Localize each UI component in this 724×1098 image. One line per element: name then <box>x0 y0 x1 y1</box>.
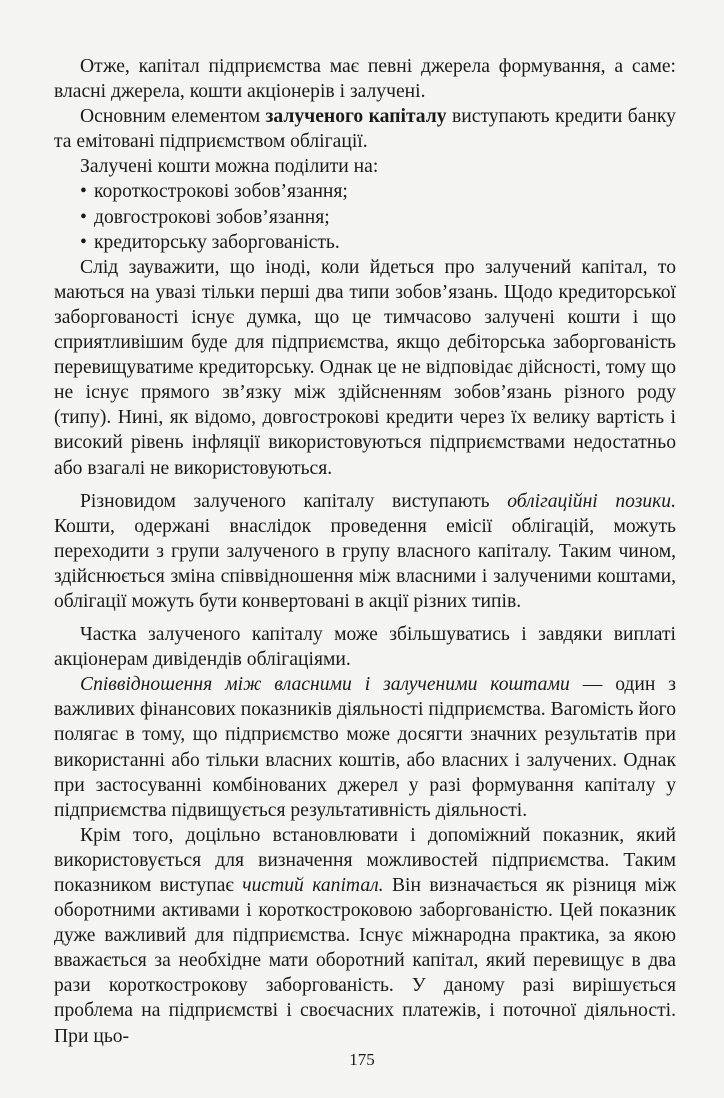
paragraph-2-start: Основним елементом <box>80 106 266 128</box>
list-item-text: кредиторську заборгованість. <box>94 231 340 253</box>
paragraph-7 <box>54 672 676 823</box>
paragraph-4: Слід зауважити, що іноді, коли йдеться про залучений капітал, то маються на увазі тільки перші два типи зобов’язань. Щодо кредиторської заборгованості існує думка, що це тимчасово залучені кошти і що сприятливішим буде для підприємства, якщо дебіторська заборгованість перевищуватиме кредиторську. Однак це не відповідає дійсності, тому що не існує прямого зв’язку між здійсненням зобов’язань різного роду (типу). Нині, як відомо, довгострокові кредити через їх велику вартість і високий рівень інфляції використовуються підприємствами недостатньо або взагалі не використовуються. <box>54 256 676 479</box>
paragraph-5 <box>54 489 676 614</box>
paragraph-8-end: Він визначається як різниця між оборотними активами і короткостроковою заборгованістю. Цей показник дуже важливий для підприємства. Існує міжнародна практика, за якою вважається за необхідне мати оборотний капітал, який перевищує в два рази короткострокову заборгованість. У даному разі вирішується проблема на підприємстві і своєчасних платежів, і поточної діяльності. При цьо- <box>54 875 677 1047</box>
body-text <box>54 54 676 1049</box>
list-item-text: довгострокові зобов’язання; <box>94 206 330 228</box>
paragraph-6: Частка залученого капіталу може збільшуватись і завдяки виплаті акціонерам дивідендів облігаціями. <box>54 624 676 671</box>
list-item-text: короткострокові зобов’язання; <box>94 181 348 203</box>
paragraph-8-start: Крім того, доцільно встановлювати і допоміжний показник, який використовується для визначення можливостей підприємства. Таким показником виступає <box>54 824 676 896</box>
paragraph-2 <box>54 104 676 154</box>
term-net-capital: чистий капітал. <box>242 875 384 896</box>
bullet-icon: • <box>80 181 87 203</box>
term-bond-loans: облігаційні позики. <box>507 490 677 512</box>
paragraph-5-end: Кошти, одержані внаслідок проведення емісії облігацій, можуть переходити з групи залученого в групу власного капіталу. Таким чином, здійснюється зміна співвідношення між власними і залученими коштами, облігації можуть бути конвертовані в акції різних типів. <box>54 515 676 612</box>
paragraph-8 <box>54 823 676 1049</box>
bullet-icon: • <box>80 231 87 253</box>
term-capital-ratio: Співвідношення між власними і залученими коштами <box>80 674 570 696</box>
paragraph-1: Отже, капітал підприємства має певні джерела формування, а саме: власні джерела, кошти акціонерів і залучені. <box>54 56 676 103</box>
term-borrowed-capital: залученого капіталу <box>265 106 447 128</box>
list-item <box>54 179 676 204</box>
list-item <box>54 230 676 255</box>
page-number: 175 <box>349 1050 375 1069</box>
paragraph-2-end: виступають кредити банку та емітовані підприємством облігації. <box>54 106 676 153</box>
bullet-icon: • <box>80 206 87 228</box>
paragraph-7-end: — один з важливих фінансових показників діяльності підприємства. Вагомість його полягає в тому, що підприємство може досягти значних результатів при використанні або тільки власних коштів, або власних і залучених. Однак при застосуванні комбінованих джерел у разі формування капіталу у підприємства підвищується результативність діяльності. <box>54 674 677 821</box>
paragraph-5-start: Різновидом залученого капіталу виступають <box>80 490 508 512</box>
paragraph-3: Залучені кошти можна поділити на: <box>80 156 379 178</box>
list-item <box>54 205 676 230</box>
